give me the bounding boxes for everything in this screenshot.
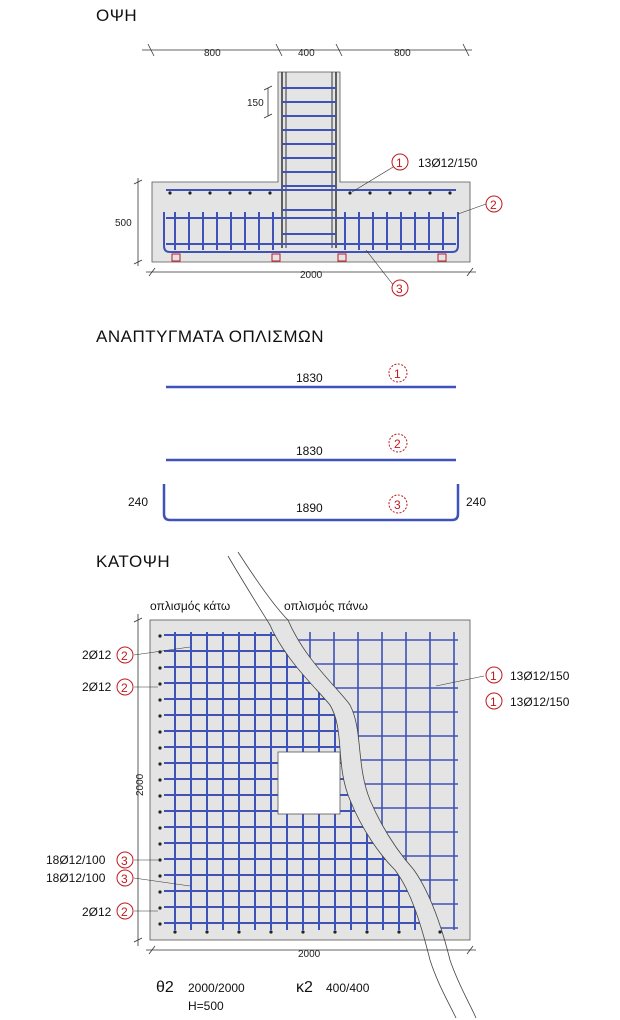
- bar-2-mark: 2: [394, 437, 401, 451]
- right-callout-2-text: 13Ø12/150: [510, 695, 570, 709]
- callout-3-mark: 3: [396, 282, 403, 296]
- column-size: 400/400: [326, 981, 370, 995]
- plan-title: ΚΑΤΟΨΗ: [96, 552, 171, 571]
- elevation-view: [115, 44, 502, 296]
- legend: [156, 979, 370, 1013]
- callout-2-mark: 2: [490, 198, 497, 212]
- plan-label-top-rebar: οπλισμός πάνω: [284, 599, 368, 613]
- bar-1-length: 1830: [296, 371, 323, 385]
- left-callout-4-text: 18Ø12/100: [46, 871, 106, 885]
- bar-3-length: 1890: [296, 501, 323, 515]
- left-callout-3-mark: 3: [121, 854, 128, 868]
- dim-top-left: 800: [204, 48, 221, 59]
- bar-1-mark: 1: [394, 367, 401, 381]
- bar-3-mark: 3: [394, 498, 401, 512]
- callout-1-text: 13Ø12/150: [418, 156, 478, 170]
- column-name: κ2: [296, 979, 313, 996]
- column-opening: [278, 752, 340, 814]
- elevation-width-label: 2000: [300, 270, 323, 281]
- dim-top-center: 400: [298, 48, 315, 59]
- elevation-height-label: 500: [115, 218, 132, 229]
- left-callout-2-mark: 2: [121, 681, 128, 695]
- footing-name: θ2: [156, 979, 174, 996]
- left-callout-5-text: 2Ø12: [82, 905, 112, 919]
- left-callout-2-text: 2Ø12: [82, 680, 112, 694]
- plan-bottom-dimension-label: 2000: [298, 949, 321, 960]
- right-callout-1-mark: 1: [490, 669, 497, 683]
- left-callout-1-mark: 2: [121, 649, 128, 663]
- plan-view: [46, 552, 570, 1018]
- right-callout-2-mark: 1: [490, 695, 497, 709]
- left-callout-1-text: 2Ø12: [82, 648, 112, 662]
- plan-label-bottom-rebar: οπλισμός κάτω: [150, 599, 231, 613]
- dim-top-right: 800: [394, 48, 411, 59]
- bar-shapes-title: ΑΝΑΠΤΥΓΜΑΤΑ ΟΠΛΙΣΜΩΝ: [96, 327, 325, 346]
- spacing-dimension: [264, 86, 272, 118]
- left-callout-5-mark: 2: [121, 905, 128, 919]
- bar-3-hook-left: 240: [128, 495, 149, 509]
- footing-size: 2000/2000: [188, 981, 245, 995]
- bar-shapes: [128, 364, 486, 520]
- bar-3-hook-right: 240: [466, 495, 487, 509]
- footing-height: H=500: [188, 999, 224, 1013]
- elevation-title: ΟΨΗ: [96, 6, 138, 25]
- elevation-height-dimension: [134, 178, 142, 266]
- plan-side-dimension-label: 2000: [135, 773, 146, 796]
- left-callout-3-text: 18Ø12/100: [46, 853, 106, 867]
- bar-2-length: 1830: [296, 444, 323, 458]
- callout-1-mark: 1: [396, 156, 403, 170]
- left-callout-4-mark: 3: [121, 872, 128, 886]
- right-callout-1-text: 13Ø12/150: [510, 669, 570, 683]
- spacing-label: 150: [247, 98, 264, 109]
